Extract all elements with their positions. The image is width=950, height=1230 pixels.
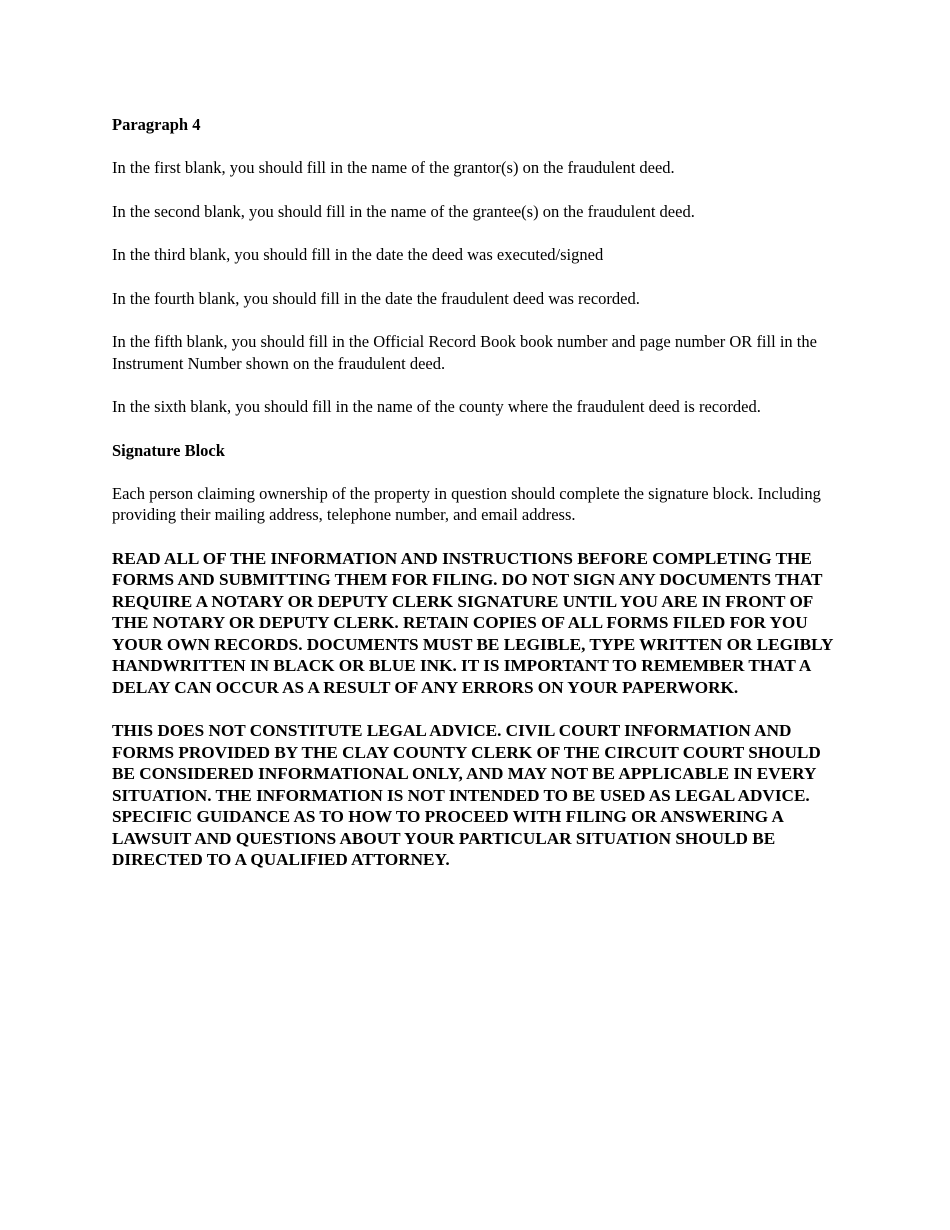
instruction-second-blank: In the second blank, you should fill in the name of the grantee(s) on the fraudulent deed. [112, 201, 695, 221]
spacer [112, 374, 842, 396]
paragraph-4-heading: Paragraph 4 [112, 115, 201, 134]
spacer [112, 222, 842, 244]
spacer [112, 418, 842, 440]
spacer [112, 461, 842, 483]
signature-block-text: Each person claiming ownership of the property in question should complete the signature block. Including providing their mailing address, telephone number, and email address. [112, 483, 821, 524]
spacer [112, 309, 842, 331]
spacer [112, 179, 842, 201]
instruction-third-blank: In the third blank, you should fill in the date the deed was executed/signed [112, 245, 604, 264]
instruction-fifth-blank: In the fifth blank, you should fill in the Official Record Book book number and page number OR fill in the Instrument Number shown on the fraudulent deed. [112, 332, 817, 373]
spacer [112, 698, 842, 720]
signature-block-heading: Signature Block [112, 440, 225, 460]
instruction-fourth-blank: In the fourth blank, you should fill in the date the fraudulent deed was recorded. [112, 288, 640, 308]
instruction-first-blank: In the first blank, you should fill in the name of the grantor(s) on the fraudulent deed. [112, 158, 675, 177]
instruction-sixth-blank: In the sixth blank, you should fill in the name of the county where the fraudulent deed is recorded. [112, 397, 761, 416]
spacer [112, 266, 842, 288]
legal-disclaimer: THIS DOES NOT CONSTITUTE LEGAL ADVICE. CIVIL COURT INFORMATION AND FORMS PROVIDED BY THE CLAY COUNTY CLERK OF THE CIRCUIT COURT SHOULD BE CONSIDERED INFORMATIONAL ONLY, AND MAY NOT BE APPLICABLE IN EVERY SITUATION. THE INFORMATION IS NOT INTENDED TO BE USED AS LEGAL ADVICE. SPECIFIC GUIDANCE AS TO HOW TO PROCEED WITH FILING OR ANSWERING A LAWSUIT AND QUESTIONS ABOUT YOUR PARTICULAR SITUATION SHOULD BE DIRECTED TO A QUALIFIED ATTORNEY. [112, 721, 821, 869]
document-page [112, 114, 842, 871]
spacer [112, 526, 842, 548]
spacer [112, 135, 842, 157]
instructions-notice: READ ALL OF THE INFORMATION AND INSTRUCTIONS BEFORE COMPLETING THE FORMS AND SUBMITTING THEM FOR FILING. DO NOT SIGN ANY DOCUMENTS THAT REQUIRE A NOTARY OR DEPUTY CLERK SIGNATURE UNTIL YOU ARE IN FRONT OF THE NOTARY OR DEPUTY CLERK. RETAIN COPIES OF ALL FORMS FILED FOR YOU YOUR OWN RECORDS. DOCUMENTS MUST BE LEGIBLE, TYPE WRITTEN OR LEGIBLY HANDWRITTEN IN BLACK OR BLUE INK. IT IS IMPORTANT TO REMEMBER THAT A DELAY CAN OCCUR AS A RESULT OF ANY ERRORS ON YOUR PAPERWORK. [112, 548, 833, 697]
